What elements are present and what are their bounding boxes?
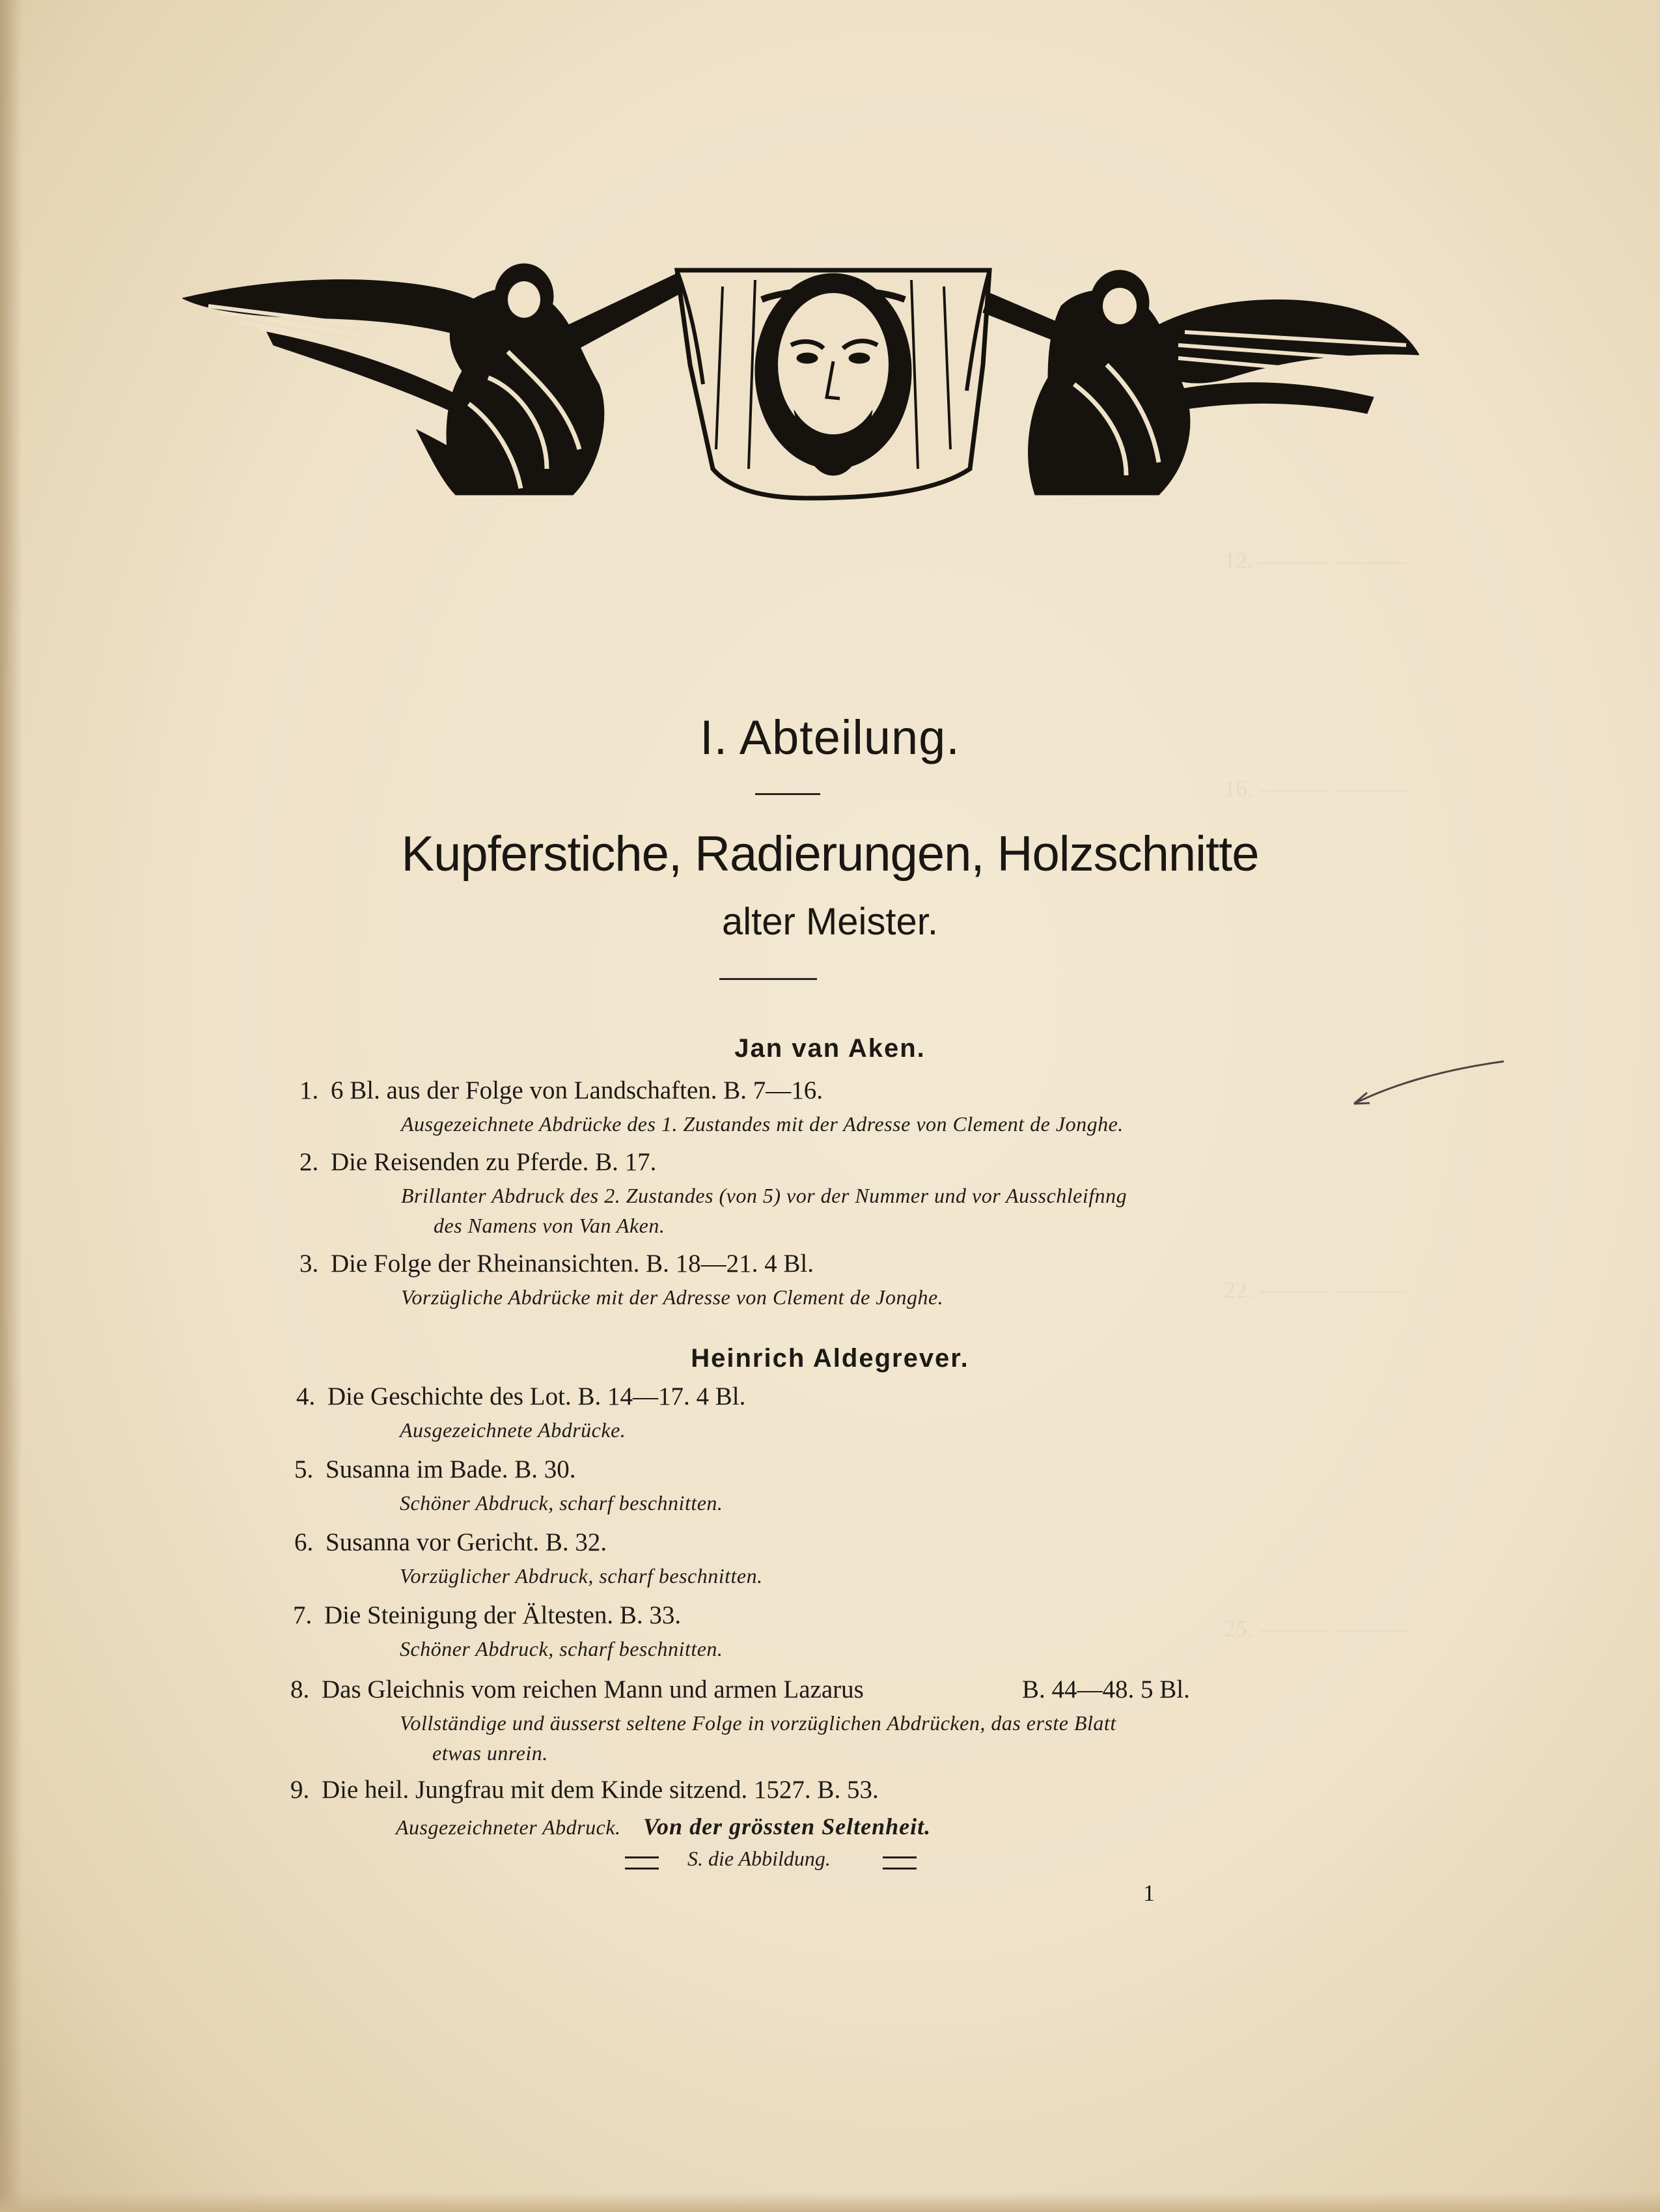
- bottom-edge-shadow: [0, 2192, 1660, 2212]
- entry-note: etwas unrein.: [432, 1741, 548, 1765]
- divider: [719, 978, 817, 980]
- section-heading: I. Abteilung.: [700, 710, 960, 764]
- entry-title: Die heil. Jungfrau mit dem Kinde sitzend. 1527. B. 53.: [322, 1776, 879, 1804]
- bleed-through: [1224, 1276, 1405, 1304]
- entry-title: Susanna im Bade. B. 30.: [325, 1455, 576, 1483]
- entry-number: 9.: [290, 1776, 310, 1804]
- bleed-through: [1224, 775, 1405, 802]
- illustration-reference: [625, 1847, 924, 1879]
- entry-number: 5.: [294, 1455, 314, 1483]
- entry-number: 8.: [290, 1675, 310, 1703]
- entry-number: 7.: [293, 1601, 312, 1629]
- entry-note: Ausgezeichnete Abdrücke.: [400, 1418, 626, 1442]
- entry-title: Susanna vor Gericht. B. 32.: [325, 1528, 607, 1556]
- entry-number: 4.: [296, 1382, 316, 1410]
- entry-title: Das Gleichnis vom reichen Mann und armen Lazarus: [322, 1675, 864, 1703]
- entry-title: Die Geschichte des Lot. B. 14—17. 4 Bl.: [327, 1382, 746, 1410]
- page-number: 1: [1143, 1880, 1155, 1906]
- artist-heading: Heinrich Aldegrever.: [691, 1344, 969, 1373]
- entry-title: Die Folge der Rheinansichten. B. 18—21. 4 Bl.: [331, 1250, 814, 1278]
- double-rule: [625, 1856, 659, 1869]
- entry-note: Vollständige und äusserst seltene Folge in vorzüglichen Abdrücken, das erste Blatt: [400, 1711, 1116, 1735]
- entry-note: Schöner Abdruck, scharf beschnitten.: [400, 1637, 723, 1660]
- entry-number: 2.: [299, 1148, 319, 1176]
- entry-note: Schöner Abdruck, scharf beschnitten.: [400, 1491, 723, 1515]
- entry-number: 6.: [294, 1528, 314, 1556]
- entry-title: 6 Bl. aus der Folge von Landschaften. B. 7—16.: [331, 1076, 823, 1104]
- entry-note: des Namens von Van Aken.: [434, 1214, 665, 1237]
- entry-note: Vorzüglicher Abdruck, scharf beschnitten.: [400, 1564, 763, 1588]
- binding-shadow: [0, 0, 22, 2212]
- entry-note-text: Ausgezeichneter Abdruck.: [396, 1815, 621, 1839]
- entry-number: 1.: [299, 1076, 319, 1104]
- entry-title: Die Reisenden zu Pferde. B. 17.: [331, 1148, 657, 1176]
- rarity-note: Von der grössten Seltenheit.: [643, 1813, 932, 1840]
- page-title: Kupferstiche, Radierungen, Holzschnitte: [401, 826, 1259, 882]
- entry-note: Ausgezeichnete Abdrücke des 1. Zustandes mit der Adresse von Clement de Jonghe.: [401, 1112, 1124, 1136]
- entry-reference: B. 44—48. 5 Bl.: [1022, 1675, 1190, 1703]
- entry-note: [396, 1813, 931, 1840]
- entry-note: Brillanter Abdruck des 2. Zustandes (von 5) vor der Nummer und vor Ausschleifnng: [401, 1184, 1127, 1207]
- pencil-mark-arrow-icon: [1348, 1055, 1510, 1113]
- entry-title: Die Steinigung der Ältesten. B. 33.: [324, 1601, 682, 1629]
- artist-heading: Jan van Aken.: [734, 1034, 926, 1063]
- bleed-through: [1224, 1615, 1405, 1642]
- bleed-through: [1224, 547, 1405, 574]
- double-rule: [883, 1856, 917, 1869]
- page-subtitle: alter Meister.: [722, 901, 938, 943]
- illustration-note: S. die Abbildung.: [687, 1847, 831, 1870]
- divider: [755, 793, 820, 795]
- entry-note: Vorzügliche Abdrücke mit der Adresse von Clement de Jonghe.: [401, 1285, 944, 1309]
- entry-number: 3.: [299, 1250, 319, 1278]
- angels-veronica-veil-woodcut-icon: [182, 234, 1419, 501]
